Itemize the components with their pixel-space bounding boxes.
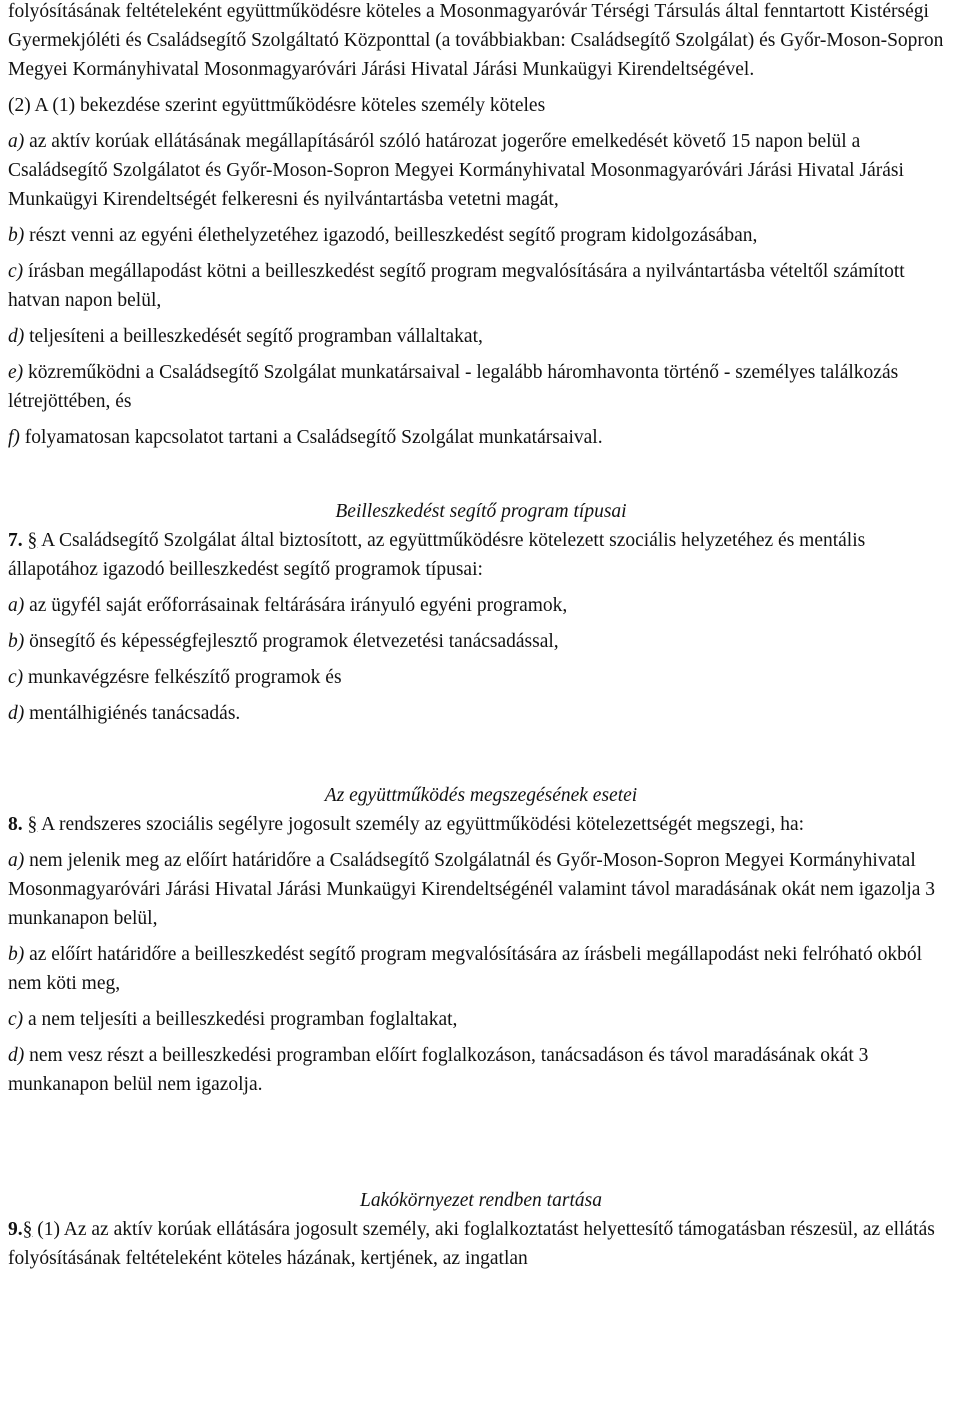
- item-text: teljesíteni a beilleszkedését segítő programban vállaltakat,: [29, 326, 483, 347]
- section-7-paragraph-link[interactable]: §: [27, 530, 38, 551]
- s8-item-d: [8, 1041, 954, 1099]
- section-7-text: A Családsegítő Szolgálat által biztosított, az együttműködésre kötelezett szociális helyzetéhez és mentális állapotához igazodó beilleszkedést segítő programok típusai:: [8, 530, 866, 580]
- s7-item-d: [8, 699, 954, 728]
- item-text: írásban megállapodást kötni a beilleszkedést segítő program megvalósítására a nyilvántartásba vételtől számított hatvan napon belül,: [8, 261, 905, 311]
- s7-item-c: [8, 663, 954, 692]
- section-7-heading: Beilleszkedést segítő program típusai: [335, 501, 627, 522]
- item-label: b): [8, 631, 25, 652]
- s8-item-c: [8, 1005, 954, 1034]
- section-9-text: (1) Az az aktív korúak ellátására jogosult személy, aki foglalkoztatást helyettesítő támogatásban részesül, az ellátás folyósításának feltételeként köteles házának, kertjének, az ingatlan: [8, 1219, 935, 1269]
- section-8-number: 8.: [8, 814, 23, 835]
- p2-item-f: [8, 423, 954, 452]
- section-8-text: A rendszeres szociális segélyre jogosult személy az együttműködési kötelezettségét megszegi, ha:: [41, 814, 805, 835]
- item-text: nem vesz részt a beilleszkedési programban előírt foglalkozáson, tanácsadáson és távol maradásának okát 3 munkanapon belül nem igazolja.: [8, 1045, 869, 1095]
- section-9-heading: Lakókörnyezet rendben tartása: [360, 1190, 602, 1211]
- item-text: a nem teljesíti a beilleszkedési programban foglaltakat,: [28, 1009, 458, 1030]
- section-7-number: 7.: [8, 530, 23, 551]
- item-label: a): [8, 595, 25, 616]
- item-text: részt venni az egyéni élethelyzetéhez igazodó, beilleszkedést segítő program kidolgozásában,: [29, 225, 758, 246]
- item-label: b): [8, 225, 25, 246]
- section-7-intro: [8, 526, 954, 584]
- item-text: folyamatosan kapcsolatot tartani a Családsegítő Szolgálat munkatársaival.: [24, 427, 603, 448]
- item-label: a): [8, 131, 25, 152]
- item-text: az aktív korúak ellátásának megállapításáról szóló határozat jogerőre emelkedését követő 15 napon belül a Családsegítő Szolgálatot és Győr-Moson-Sopron Megyei Kormányhivatal Mosonmagyaróvári Járási Hivatal Járási Munkaügyi Kirendeltségét felkeresni és nyilvántartásba vetetni magát,: [8, 131, 904, 210]
- s8-item-a: [8, 846, 954, 933]
- p2-intro: (2) A (1) bekezdése szerint együttműködésre köteles személy köteles: [8, 95, 546, 116]
- intro-paragraph: folyósításának feltételeként együttműködésre köteles a Mosonmagyaróvár Térségi Társulás által fenntartott Kistérségi Gyermekjóléti és Családsegítő Szolgáltató Központtal (a továbbiakban: Családsegítő Szolgálat) és Győr-Moson-Sopron Megyei Kormányhivatal Mosonmagyaróvári Járási Hivatal Járási Munkaügyi Kirendeltségével.: [8, 1, 944, 80]
- s8-item-b: [8, 940, 954, 998]
- section-9-text-paragraph: [8, 1215, 954, 1273]
- section-8-paragraph-link[interactable]: §: [27, 814, 38, 835]
- item-label: c): [8, 667, 24, 688]
- section-9-paragraph-link[interactable]: §: [22, 1219, 33, 1240]
- item-label: a): [8, 850, 25, 871]
- item-label: d): [8, 326, 25, 347]
- p2-item-e: [8, 358, 954, 416]
- item-label: d): [8, 703, 25, 724]
- item-text: munkavégzésre felkészítő programok és: [28, 667, 342, 688]
- p2-item-d: [8, 322, 954, 351]
- section-8-intro: [8, 810, 954, 839]
- item-text: nem jelenik meg az előírt határidőre a Családsegítő Szolgálatnál és Győr-Moson-Sopron Megyei Kormányhivatal Mosonmagyaróvári Járási Hivatal Járási Munkaügyi Kirendeltségénél valamint távol maradásának okát nem igazolja 3 munkanapon belül,: [8, 850, 936, 929]
- item-label: e): [8, 362, 24, 383]
- p2-item-c: [8, 257, 954, 315]
- item-label: d): [8, 1045, 25, 1066]
- item-text: az előírt határidőre a beilleszkedést segítő program megvalósítására az írásbeli megállapodást neki felróható okból nem köti meg,: [8, 944, 922, 994]
- item-label: b): [8, 944, 25, 965]
- s7-item-a: [8, 591, 954, 620]
- item-label: c): [8, 1009, 24, 1030]
- item-text: önsegítő és képességfejlesztő programok életvezetési tanácsadással,: [29, 631, 559, 652]
- section-9-number: 9.: [8, 1219, 23, 1240]
- item-label: f): [8, 427, 20, 448]
- item-label: c): [8, 261, 24, 282]
- p2-item-a: [8, 127, 954, 214]
- p2-item-b: [8, 221, 954, 250]
- item-text: mentálhigiénés tanácsadás.: [29, 703, 241, 724]
- item-text: az ügyfél saját erőforrásainak feltárására irányuló egyéni programok,: [29, 595, 568, 616]
- s7-item-b: [8, 627, 954, 656]
- section-8-heading: Az együttműködés megszegésének esetei: [324, 785, 638, 806]
- document-page: [8, 0, 954, 1280]
- item-text: közreműködni a Családsegítő Szolgálat munkatársaival - legalább háromhavonta történő - személyes találkozás létrejöttében, és: [8, 362, 899, 412]
